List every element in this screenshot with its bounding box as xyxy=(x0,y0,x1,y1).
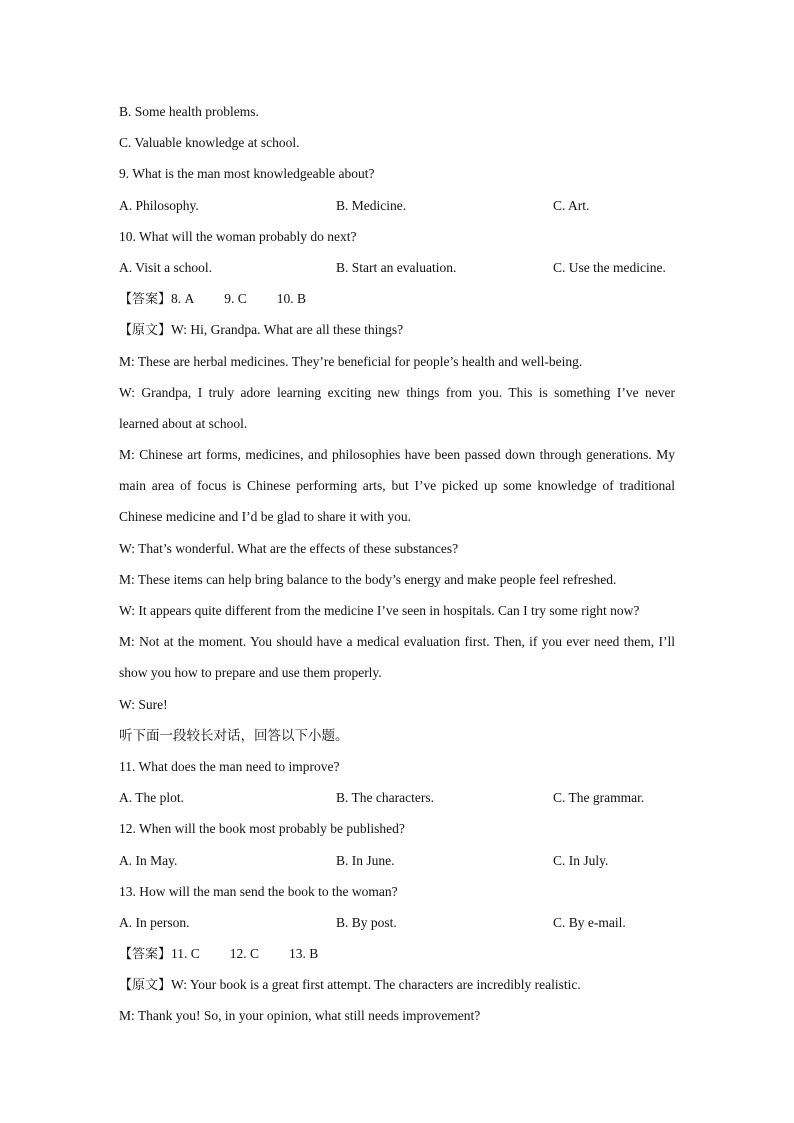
transcript-1-line: W: That’s wonderful. What are the effects of these substances? xyxy=(119,540,459,556)
answer-key-1 xyxy=(119,288,675,319)
q10-options xyxy=(119,257,675,288)
transcript-1-line xyxy=(119,319,675,350)
transcript-1-line: Chinese medicine and I’d be glad to share it with you. xyxy=(119,509,412,525)
answer-item: 10. B xyxy=(276,291,307,307)
q9-option-a: A. Philosophy. xyxy=(119,197,199,213)
q11-question: 11. What does the man need to improve? xyxy=(119,758,340,774)
transcript-1-line: M: These items can help bring balance to the body’s energy and make people feel refreshed. xyxy=(119,571,617,587)
q8-option-b: B. Some health problems. xyxy=(119,104,259,119)
answer-item: 11. C xyxy=(171,946,200,962)
q10-question: 10. What will the woman probably do next? xyxy=(119,228,357,244)
transcript-1-line: show you how to prepare and use them properly. xyxy=(119,665,382,681)
q13-options xyxy=(119,912,675,943)
q11-option-a: A. The plot. xyxy=(119,790,184,806)
transcript-1-line: M: These are herbal medicines. They’re beneficial for people’s health and well-being. xyxy=(119,353,583,369)
transcript-1-line: learned about at school. xyxy=(119,415,248,431)
transcript-text: W: Your book is a great first attempt. The characters are incredibly realistic. xyxy=(171,977,581,993)
answer-item: 9. C xyxy=(224,291,247,307)
transcript-1-line: W: Grandpa, I truly adore learning exciting new things from you. This is something I’ve never xyxy=(119,384,675,400)
q9-options xyxy=(119,195,675,226)
transcript-1-line: M: Chinese art forms, medicines, and philosophies have been passed down through generations. My xyxy=(119,447,675,463)
transcript-2-line: M: Thank you! So, in your opinion, what still needs improvement? xyxy=(119,1008,481,1024)
q10-option-c: C. Use the medicine. xyxy=(553,259,666,275)
q11-options xyxy=(119,787,675,818)
q10-option-a: A. Visit a school. xyxy=(119,259,213,275)
q13-option-b: B. By post. xyxy=(336,914,397,930)
transcript-1-line: W: Sure! xyxy=(119,696,168,712)
q11-option-c: C. The grammar. xyxy=(553,790,645,806)
q9-option-b: B. Medicine. xyxy=(336,197,407,213)
answer-key-2 xyxy=(119,943,675,974)
transcript-text: W: Hi, Grandpa. What are all these things? xyxy=(171,322,404,338)
q13-question: 13. How will the man send the book to the woman? xyxy=(119,883,398,899)
transcript-tag: 【原文】 xyxy=(119,323,172,339)
document-page xyxy=(119,101,675,1037)
q12-options xyxy=(119,850,675,881)
q10-option-b: B. Start an evaluation. xyxy=(336,259,457,275)
answer-item: 8. A xyxy=(171,291,195,307)
answer-tag: 【答案】 xyxy=(119,947,172,963)
section-instruction: 听下面一段较长对话，回答以下小题。 xyxy=(119,727,349,744)
transcript-1-line: main area of focus is Chinese performing arts, but I’ve picked up some knowledge of traditional xyxy=(119,478,675,494)
q11-option-b: B. The characters. xyxy=(336,790,434,806)
q12-option-a: A. In May. xyxy=(119,852,178,868)
answer-tag: 【答案】 xyxy=(119,292,172,308)
q9-option-c: C. Art. xyxy=(553,197,590,213)
q9-question: 9. What is the man most knowledgeable about? xyxy=(119,166,375,182)
transcript-tag: 【原文】 xyxy=(119,978,172,994)
transcript-2-line xyxy=(119,974,675,1005)
q12-question: 12. When will the book most probably be published? xyxy=(119,821,405,837)
q13-option-c: C. By e-mail. xyxy=(553,914,626,930)
answer-item: 13. B xyxy=(289,946,319,962)
q13-option-a: A. In person. xyxy=(119,914,190,930)
transcript-1-line: M: Not at the moment. You should have a medical evaluation first. Then, if you ever need them, I’ll xyxy=(119,634,675,650)
q12-option-c: C. In July. xyxy=(553,852,609,868)
q8-option-c: C. Valuable knowledge at school. xyxy=(119,135,300,151)
q12-option-b: B. In June. xyxy=(336,852,395,868)
answer-item: 12. C xyxy=(229,946,260,962)
transcript-1-line: W: It appears quite different from the medicine I’ve seen in hospitals. Can I try some right now? xyxy=(119,603,640,618)
